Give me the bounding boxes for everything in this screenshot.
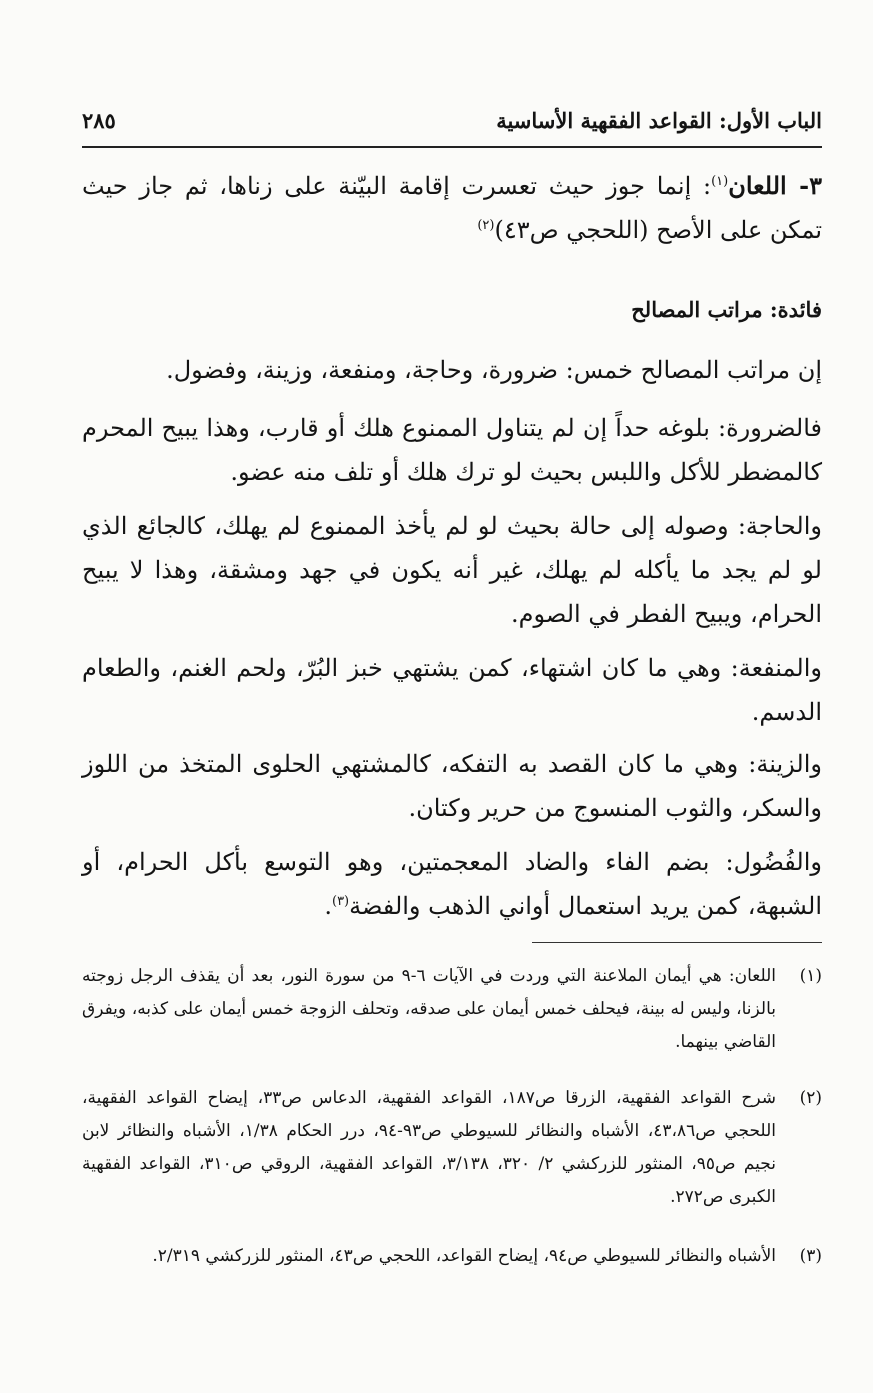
paragraph-excess-end: . xyxy=(324,892,332,920)
footnote-number: (٣) xyxy=(799,1246,822,1266)
footnote-ref-3: (٣) xyxy=(331,894,350,909)
paragraph-intro: إن مراتب المصالح خمس: ضرورة، وحاجة، ومنفعة، وزينة، وفضول. xyxy=(166,356,822,384)
paragraph-benefit: والمنفعة: وهي ما كان اشتهاء، كمن يشتهي خبز البُرّ، ولحم الغنم، والطعام الدسم. xyxy=(82,654,822,726)
running-header xyxy=(82,108,822,144)
chapter-title: الباب الأول: القواعد الفقهية الأساسية xyxy=(496,108,822,133)
footnote-ref-1: (١) xyxy=(711,174,729,189)
paragraph-excess xyxy=(82,840,822,928)
footnote-number: (٢) xyxy=(799,1088,822,1108)
item-3-paragraph xyxy=(82,164,822,252)
paragraph-need: والحاجة: وصوله إلى حالة بحيث لو لم يأخذ الممنوع لم يهلك، كالجائع الذي لو لم يجد ما يأكله لم يهلك، غير أنه يكون في جهد ومشقة، وهذا لا يبيح الحرام، ويبيح الفطر في الصوم. xyxy=(82,512,822,628)
section-subheading: فائدة: مراتب المصالح xyxy=(631,297,822,322)
item-3-label: ٣- اللعان xyxy=(728,171,822,200)
paragraph-excess-text: والفُضُول: بضم الفاء والضاد المعجمتين، وهو التوسع بأكل الحرام، أو الشبهة، كمن يريد استعمال أواني الذهب والفضة xyxy=(82,848,822,920)
page-number: ٢٨٥ xyxy=(82,108,116,133)
footnote-text: شرح القواعد الفقهية، الزرقا ص١٨٧، القواعد الفقهية، الدعاس ص٣٣، إيضاح القواعد الفقهية، اللحجي ص٤٣،٨٦، الأشباه والنظائر للسيوطي ص٩٣-٩٤، درر الحكام ١/٣٨، الأشباه والنظائر لابن نجيم ص٩٥، المنثور للزركشي ٢/ ٣٢٠، ٣/١٣٨، القواعد الفقهية، الروقي ص٣١٠، القواعد الفقهية الكبرى ص٢٧٢. xyxy=(82,1088,776,1207)
footnote-ref-2: (٢) xyxy=(477,218,495,233)
footnote-1 xyxy=(82,960,822,1059)
footnote-text: اللعان: هي أيمان الملاعنة التي وردت في الآيات ٦-٩ من سورة النور، بعد أن يقذف الرجل زوجته بالزنا، وليس له بينة، فيحلف خمس أيمان على صدقه، وتحلف الزوجة خمس أيمان على كذبه، ويفرق القاضي بينهما. xyxy=(82,966,776,1052)
footnote-2 xyxy=(82,1082,822,1214)
paragraph-necessity: فالضرورة: بلوغه حداً إن لم يتناول الممنوع هلك أو قارب، وهذا يبيح المحرم كالمضطر للأكل واللبس بحيث لو ترك هلك أو تلف منه عضو. xyxy=(82,414,822,486)
item-3-text: : إنما جوز حيث تعسرت إقامة البيّنة على زناها، ثم جاز حيث تمكن على الأصح (اللحجي ص٤٣) xyxy=(82,172,822,244)
footnote-number: (١) xyxy=(799,966,822,986)
paragraph-adornment: والزينة: وهي ما كان القصد به التفكه، كالمشتهي الحلوى المتخذ من اللوز والسكر، والثوب المنسوج من حرير وكتان. xyxy=(82,750,822,822)
footnote-rule xyxy=(532,942,822,943)
header-rule xyxy=(82,146,822,148)
footnote-text: الأشباه والنظائر للسيوطي ص٩٤، إيضاح القواعد، اللحجي ص٤٣، المنثور للزركشي ٢/٣١٩. xyxy=(152,1246,776,1266)
footnote-3 xyxy=(82,1240,822,1273)
